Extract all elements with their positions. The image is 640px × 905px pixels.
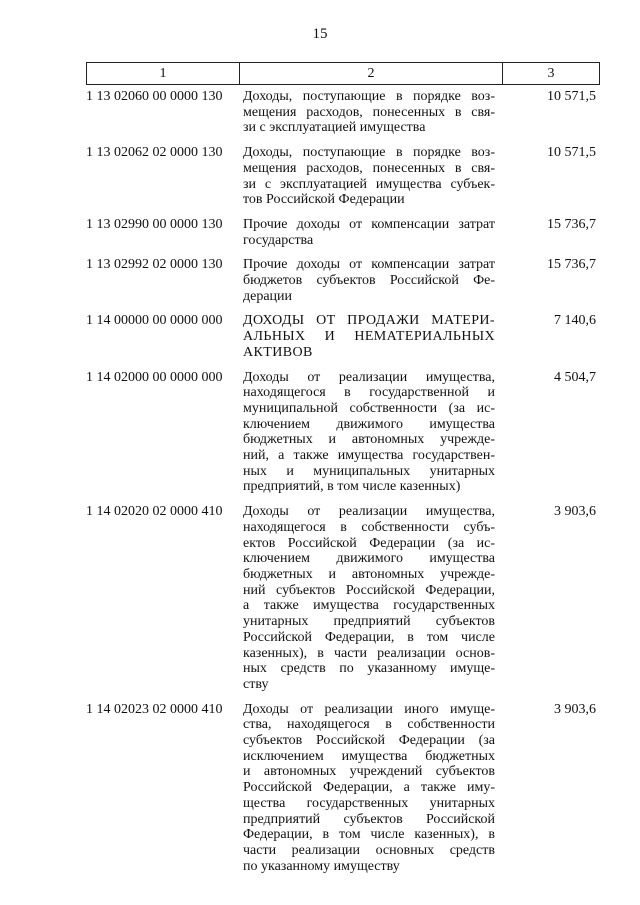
row-amount: 4 504,7: [554, 369, 596, 385]
description-line: и автономных учреждений субъектов: [243, 764, 495, 780]
row-code: 1 14 02020 02 0000 410: [86, 504, 223, 520]
description-line: Доходы от реализации имущества,: [243, 369, 495, 385]
row-amount: 15 736,7: [547, 257, 596, 273]
table-row: [86, 504, 600, 692]
description-line: ных средств по указанному имуще-: [243, 661, 495, 677]
table-header: [86, 62, 600, 85]
row-amount: 10 571,5: [547, 145, 596, 161]
description-line: предприятий субъектов Российской: [243, 811, 495, 827]
description-line: бюджетных и автономных учрежде-: [243, 566, 495, 582]
description-line: ключением движимого имущества: [243, 551, 495, 567]
table-row: [86, 313, 600, 360]
description-line: Доходы от реализации иного имуще-: [243, 701, 495, 717]
table-row: [86, 145, 600, 208]
row-description: [243, 257, 495, 304]
description-line: части реализации основных средств: [243, 842, 495, 858]
description-line: ных и муниципальных унитарных: [243, 463, 495, 479]
row-code: 1 13 02990 00 0000 130: [86, 216, 223, 232]
description-line: находящегося в государственной и: [243, 385, 495, 401]
description-line: ний субъектов Российской Федерации,: [243, 582, 495, 598]
description-line: Российской Федерации, а также иму-: [243, 780, 495, 796]
description-line: бюджетных и автономных учрежде-: [243, 432, 495, 448]
description-line: субъектов Российской Федерации (за: [243, 733, 495, 749]
description-line: щества государственных унитарных: [243, 795, 495, 811]
description-line: Доходы, поступающие в порядке воз-: [243, 145, 495, 161]
row-amount: 3 903,6: [554, 701, 596, 717]
table-body: [86, 89, 600, 874]
header-col-3: 3: [503, 63, 600, 85]
description-line: мещения расходов, понесенных в свя-: [243, 104, 495, 120]
description-line: ний, а также имущества государствен-: [243, 448, 495, 464]
row-amount: 15 736,7: [547, 216, 596, 232]
row-code: 1 13 02992 02 0000 130: [86, 257, 223, 273]
description-line: муниципальной собственности (за ис-: [243, 400, 495, 416]
table-row: [86, 702, 600, 875]
row-description: [243, 145, 495, 208]
description-line: находящегося в собственности субъ-: [243, 519, 495, 535]
description-line: АЛЬНЫХ И НЕМАТЕРИАЛЬНЫХ: [243, 329, 495, 345]
table-row: [86, 257, 600, 304]
row-description: [243, 313, 495, 360]
page-number: 15: [312, 26, 328, 42]
description-line: исключением имущества бюджетных: [243, 748, 495, 764]
table-row: [86, 370, 600, 496]
row-amount: 3 903,6: [554, 504, 596, 520]
row-description: [243, 217, 495, 248]
table-row: [86, 217, 600, 248]
description-line: тов Российской Федерации: [243, 192, 405, 208]
table-row: [86, 89, 600, 136]
description-line: Российской Федерации, в том числе: [243, 629, 495, 645]
description-line: по указанному имуществу: [243, 858, 400, 874]
description-line: Федерации, в том числе казенных), в: [243, 827, 495, 843]
description-line: предприятий, в том числе казенных): [243, 479, 461, 495]
description-line: АКТИВОВ: [243, 344, 313, 360]
row-code: 1 14 00000 00 0000 000: [86, 313, 223, 329]
row-code: 1 14 02023 02 0000 410: [86, 701, 223, 717]
description-line: казенных), в части реализации основ-: [243, 645, 495, 661]
description-line: мещения расходов, понесенных в свя-: [243, 160, 495, 176]
header-col-1: 1: [87, 63, 240, 85]
row-description: [243, 702, 495, 875]
description-line: ства, находящегося в собственности: [243, 717, 495, 733]
row-description: [243, 89, 495, 136]
row-amount: 7 140,6: [554, 313, 596, 329]
description-line: государства: [243, 232, 314, 248]
description-line: зи с эксплуатацией имущества субъек-: [243, 176, 495, 192]
header-col-2: 2: [240, 63, 503, 85]
description-line: ству: [243, 676, 269, 692]
description-line: бюджетов субъектов Российской Фе-: [243, 273, 495, 289]
description-line: Прочие доходы от компенсации затрат: [243, 216, 495, 232]
description-line: дерации: [243, 288, 293, 304]
row-description: [243, 504, 495, 692]
description-line: ДОХОДЫ ОТ ПРОДАЖИ МАТЕРИ-: [243, 313, 495, 329]
description-line: зи с эксплуатацией имущества: [243, 120, 426, 136]
row-code: 1 14 02000 00 0000 000: [86, 369, 223, 385]
description-line: Доходы от реализации имущества,: [243, 504, 495, 520]
description-line: а также имущества государственных: [243, 598, 495, 614]
description-line: Доходы, поступающие в порядке воз-: [243, 89, 495, 104]
description-line: Прочие доходы от компенсации затрат: [243, 257, 495, 273]
description-line: ектов Российской Федерации (за ис-: [243, 535, 495, 551]
row-code: 1 13 02062 02 0000 130: [86, 145, 223, 161]
row-amount: 10 571,5: [547, 89, 596, 104]
description-line: унитарных предприятий субъектов: [243, 614, 495, 630]
description-line: ключением движимого имущества: [243, 416, 495, 432]
row-code: 1 13 02060 00 0000 130: [86, 89, 223, 104]
row-description: [243, 370, 495, 496]
